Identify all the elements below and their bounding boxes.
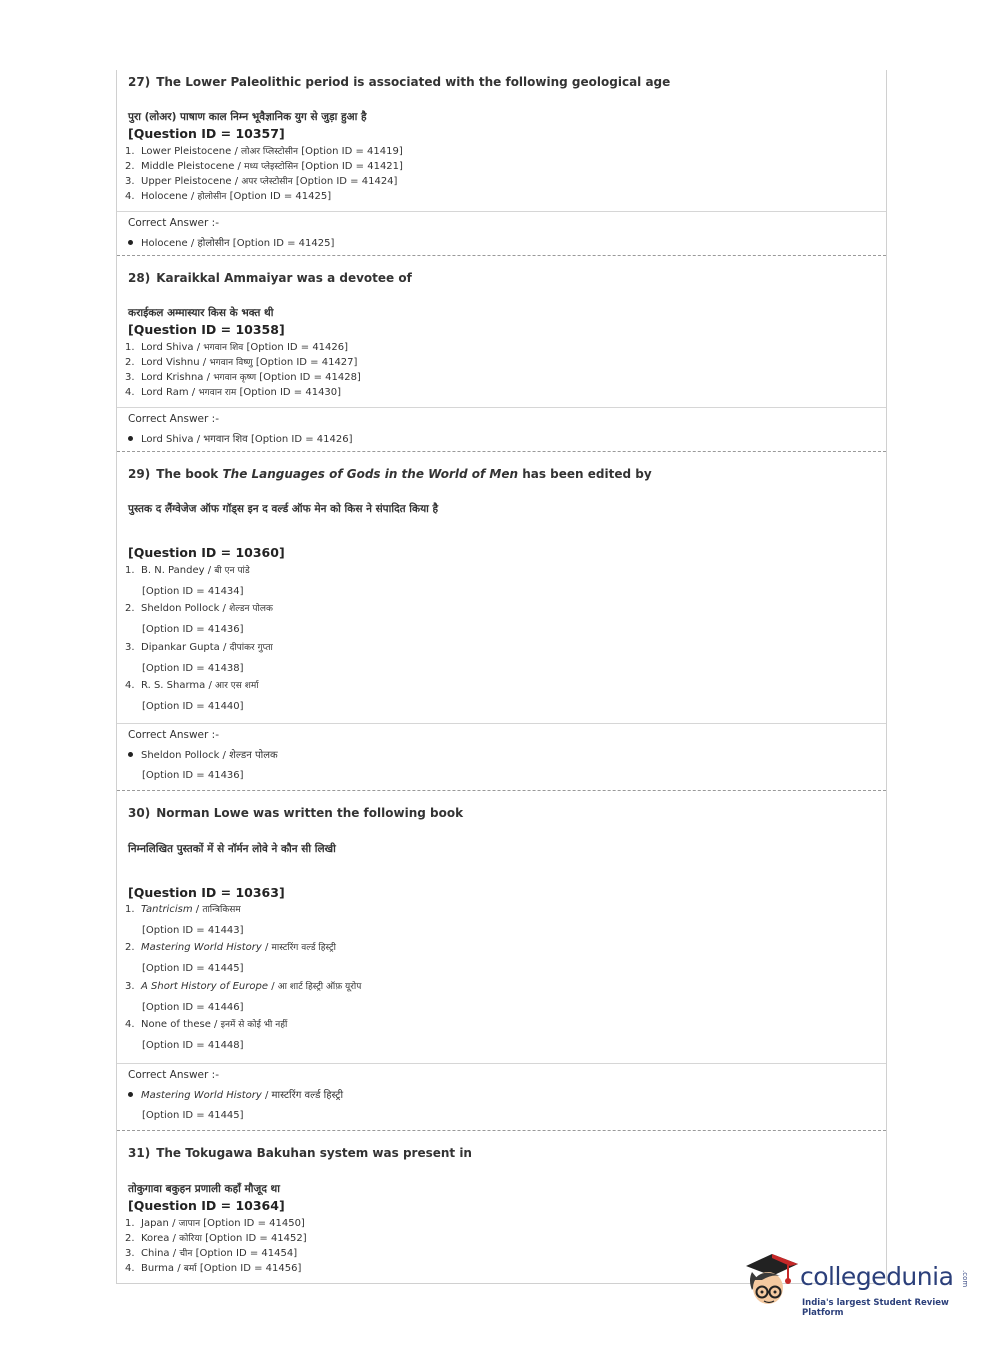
question-divider: [117, 790, 886, 791]
correct-answer-item: Mastering World History / मास्टरिंग वर्ल्ड हिस्ट्री: [128, 1087, 343, 1101]
correct-answer-label: Correct Answer :-: [128, 413, 219, 425]
question-paper-page: [116, 70, 887, 1284]
option-row: 4. R. S. Sharma / आर एस शर्मा: [125, 680, 259, 691]
option-id: [Option ID = 41434]: [142, 586, 244, 597]
question-divider: [117, 1130, 886, 1131]
correct-answer-option-id: [Option ID = 41445]: [142, 1110, 244, 1121]
correct-answer-label: Correct Answer :-: [128, 217, 219, 229]
bullet-icon: [128, 240, 133, 245]
logo-wordmark: collegedunia: [800, 1262, 954, 1291]
option-row: 3. China / चीन [Option ID = 41454]: [125, 1248, 298, 1259]
option-row: 2. Middle Pleistocene / मध्य प्लेइस्टोसिन [Option ID = 41421]: [125, 161, 403, 172]
option-row: 3. Dipankar Gupta / दीपांकर गुप्ता: [125, 642, 273, 653]
question-divider: [117, 255, 886, 256]
option-row: 3. Lord Krishna / भगवान कृष्ण [Option ID = 41428]: [125, 372, 361, 383]
question-divider: [117, 451, 886, 452]
question-28-title: 28) Karaikkal Ammaiyar was a devotee of: [128, 271, 412, 285]
option-row: 1. Japan / जापान [Option ID = 41450]: [125, 1218, 305, 1229]
option-row: 1. Lord Shiva / भगवान शिव [Option ID = 41426]: [125, 342, 349, 353]
question-29-hindi: पुस्तक द लैंग्वेजेज ऑफ गॉड्स इन द वर्ल्ड ऑफ मेन को किस ने संपादित किया है: [128, 503, 439, 515]
correct-answer-label: Correct Answer :-: [128, 1069, 219, 1081]
option-id: [Option ID = 41446]: [142, 1002, 244, 1013]
question-27-title: 27) The Lower Paleolithic period is associated with the following geological age: [128, 75, 671, 89]
question-27-id: [Question ID = 10357]: [128, 126, 285, 141]
bullet-icon: [128, 1092, 133, 1097]
option-id: [Option ID = 41436]: [142, 624, 244, 635]
question-30-title: 30) Norman Lowe was written the following book: [128, 806, 464, 820]
option-row: 4. Holocene / होलोसीन [Option ID = 41425]: [125, 191, 332, 202]
option-id: [Option ID = 41440]: [142, 701, 244, 712]
question-30-id: [Question ID = 10363]: [128, 885, 285, 900]
divider: [117, 723, 886, 724]
option-row: 1. B. N. Pandey / बी एन पांडे: [125, 565, 250, 576]
option-row: 4. None of these / इनमें से कोई भी नहीं: [125, 1019, 288, 1030]
option-row: 2. Korea / कोरिया [Option ID = 41452]: [125, 1233, 307, 1244]
option-row: 1. Lower Pleistocene / लोअर प्लिस्टोसीन [Option ID = 41419]: [125, 146, 403, 157]
option-row: 3. A Short History of Europe / आ शार्ट हिस्ट्री ऑफ़ यूरोप: [125, 981, 362, 992]
question-28-id: [Question ID = 10358]: [128, 322, 285, 337]
question-27-hindi: पुरा (लोअर) पाषाण काल निम्न भूवैज्ञानिक युग से जुड़ा हुआ है: [128, 111, 367, 123]
bullet-icon: [128, 752, 133, 757]
divider: [117, 407, 886, 408]
collegedunia-logo[interactable]: [742, 1250, 972, 1320]
question-31-title: 31) The Tokugawa Bakuhan system was present in: [128, 1146, 472, 1160]
option-row: 4. Burma / बर्मा [Option ID = 41456]: [125, 1263, 302, 1274]
question-31-id: [Question ID = 10364]: [128, 1198, 285, 1213]
divider: [117, 1063, 886, 1064]
option-id: [Option ID = 41448]: [142, 1040, 244, 1051]
option-row: 1. Tantricism / तान्त्रिकिसम: [125, 904, 241, 915]
option-row: 3. Upper Pleistocene / अपर प्लेस्टोसीन [Option ID = 41424]: [125, 176, 398, 187]
correct-answer-option-id: [Option ID = 41436]: [142, 770, 244, 781]
logo-suffix: .com: [961, 1270, 969, 1288]
option-id: [Option ID = 41443]: [142, 925, 244, 936]
question-29-title: 29) The book The Languages of Gods in the World of Men has been edited by: [128, 467, 652, 481]
logo-tagline: India's largest Student Review Platform: [802, 1298, 949, 1318]
question-31-hindi: तोकुगावा बकुहन प्रणाली कहाँ मौजूद था: [128, 1183, 280, 1195]
option-id: [Option ID = 41445]: [142, 963, 244, 974]
correct-answer-item: Sheldon Pollock / शेल्डन पोलक: [128, 747, 278, 761]
bullet-icon: [128, 436, 133, 441]
correct-answer-label: Correct Answer :-: [128, 729, 219, 741]
option-row: 4. Lord Ram / भगवान राम [Option ID = 41430]: [125, 387, 342, 398]
correct-answer-item: Holocene / होलोसीन [Option ID = 41425]: [128, 235, 334, 249]
option-row: 2. Mastering World History / मास्टरिंग वर्ल्ड हिस्ट्री: [125, 942, 336, 953]
divider: [117, 211, 886, 212]
question-29-id: [Question ID = 10360]: [128, 545, 285, 560]
option-row: 2. Lord Vishnu / भगवान विष्णु [Option ID = 41427]: [125, 357, 358, 368]
option-row: 2. Sheldon Pollock / शेल्डन पोलक: [125, 603, 273, 614]
question-28-hindi: कराईकल अम्मास्यार किस के भक्त थी: [128, 307, 274, 319]
option-id: [Option ID = 41438]: [142, 663, 244, 674]
correct-answer-item: Lord Shiva / भगवान शिव [Option ID = 41426]: [128, 431, 353, 445]
mascot-icon: [742, 1250, 802, 1312]
question-30-hindi: निम्नलिखित पुस्तकों में से नॉर्मन लोवे ने कौन सी लिखी: [128, 843, 336, 855]
